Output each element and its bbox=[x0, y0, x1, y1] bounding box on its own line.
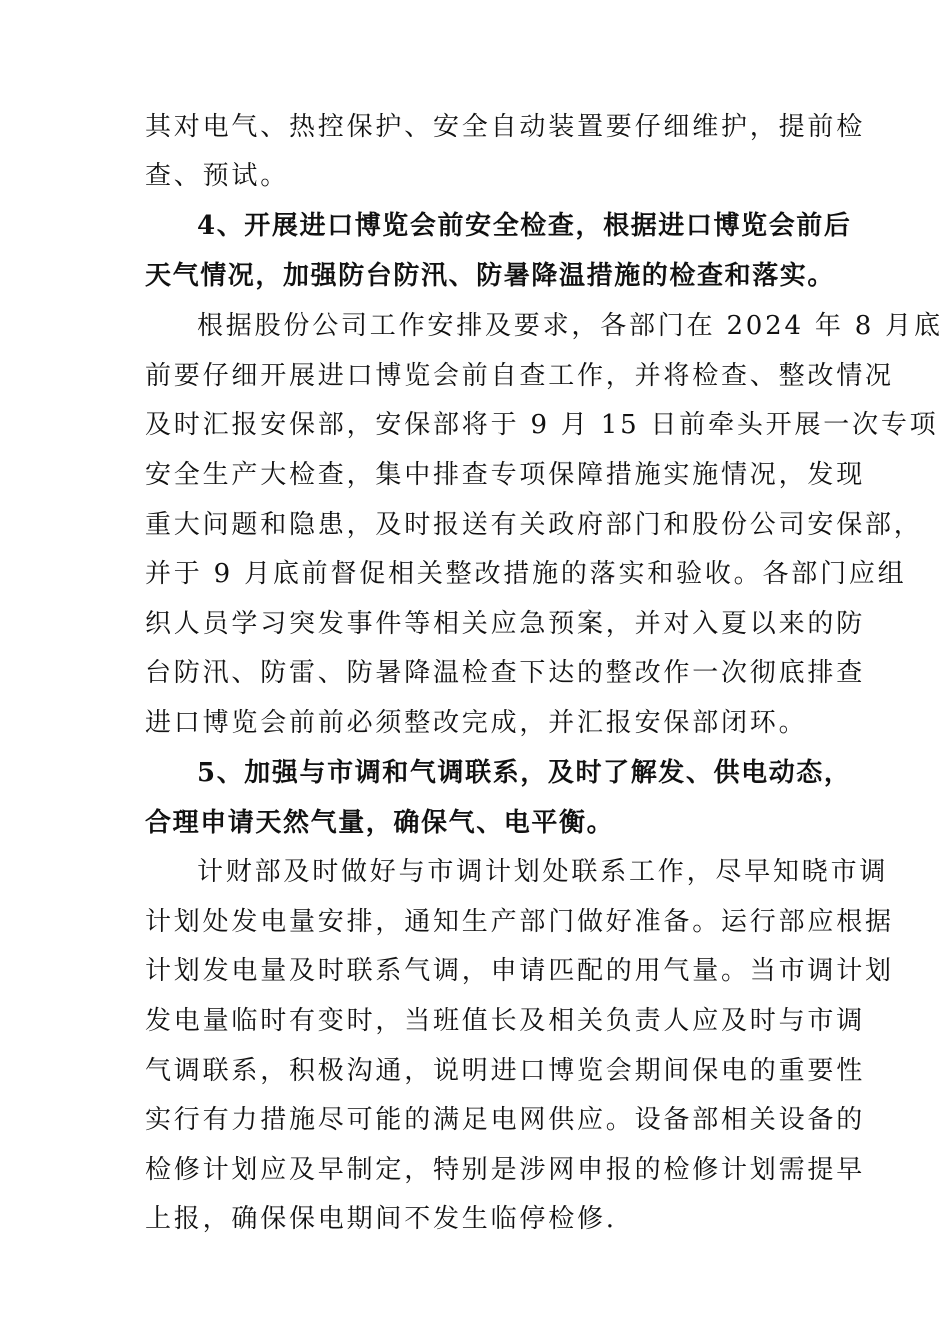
body-text-line: 上报，确保保电期间不发生临停检修. bbox=[145, 1204, 617, 1234]
body-text-line: 计划发电量及时联系气调，申请匹配的用气量。当市调计划 bbox=[145, 956, 894, 986]
body-text-line: 台防汛、防雷、防暑降温检查下达的整改作一次彻底排查 bbox=[145, 658, 866, 688]
body-text-line: 检修计划应及早制定，特别是涉网申报的检修计划需提早 bbox=[145, 1155, 866, 1185]
section-heading-line: 4、开展进口博览会前安全检查，根据进口博览会前后 bbox=[197, 211, 852, 241]
body-text-line: 重大问题和隐患，及时报送有关政府部门和股份公司安保部， bbox=[145, 510, 923, 540]
body-text-line: 计划处发电量安排，通知生产部门做好准备。运行部应根据 bbox=[145, 907, 894, 937]
body-text-line: 并于 9 月底前督促相关整改措施的落实和验收。各部门应组 bbox=[145, 559, 907, 589]
body-text-line: 前要仔细开展进口博览会前自查工作，并将检查、整改情况 bbox=[145, 361, 894, 391]
body-text-line: 安全生产大检查，集中排查专项保障措施实施情况，发现 bbox=[145, 460, 866, 490]
body-text-line: 其对电气、热控保护、安全自动装置要仔细维护，提前检 bbox=[145, 112, 866, 142]
section-heading-line: 5、加强与市调和气调联系，及时了解发、供电动态， bbox=[197, 758, 852, 788]
body-text-line: 进口博览会前前必须整改完成，并汇报安保部闭环。 bbox=[145, 708, 808, 738]
body-text-line: 查、预试。 bbox=[145, 161, 290, 191]
body-text-line: 织人员学习突发事件等相关应急预案，并对入夏以来的防 bbox=[145, 609, 866, 639]
body-text-line: 根据股份公司工作安排及要求，各部门在 2024 年 8 月底 bbox=[197, 311, 943, 341]
section-heading-line: 天气情况，加强防台防汛、防暑降温措施的检查和落实。 bbox=[145, 261, 836, 291]
section-heading-line: 合理申请天然气量，确保气、电平衡。 bbox=[145, 808, 615, 838]
body-text-line: 及时汇报安保部，安保部将于 9 月 15 日前牵头开展一次专项 bbox=[145, 410, 939, 440]
body-text-line: 计财部及时做好与市调计划处联系工作，尽早知晓市调 bbox=[197, 857, 889, 887]
body-text-line: 气调联系，积极沟通，说明进口博览会期间保电的重要性 bbox=[145, 1056, 866, 1086]
body-text-line: 实行有力措施尽可能的满足电网供应。设备部相关设备的 bbox=[145, 1105, 866, 1135]
body-text-line: 发电量临时有变时，当班值长及相关负责人应及时与市调 bbox=[145, 1006, 866, 1036]
